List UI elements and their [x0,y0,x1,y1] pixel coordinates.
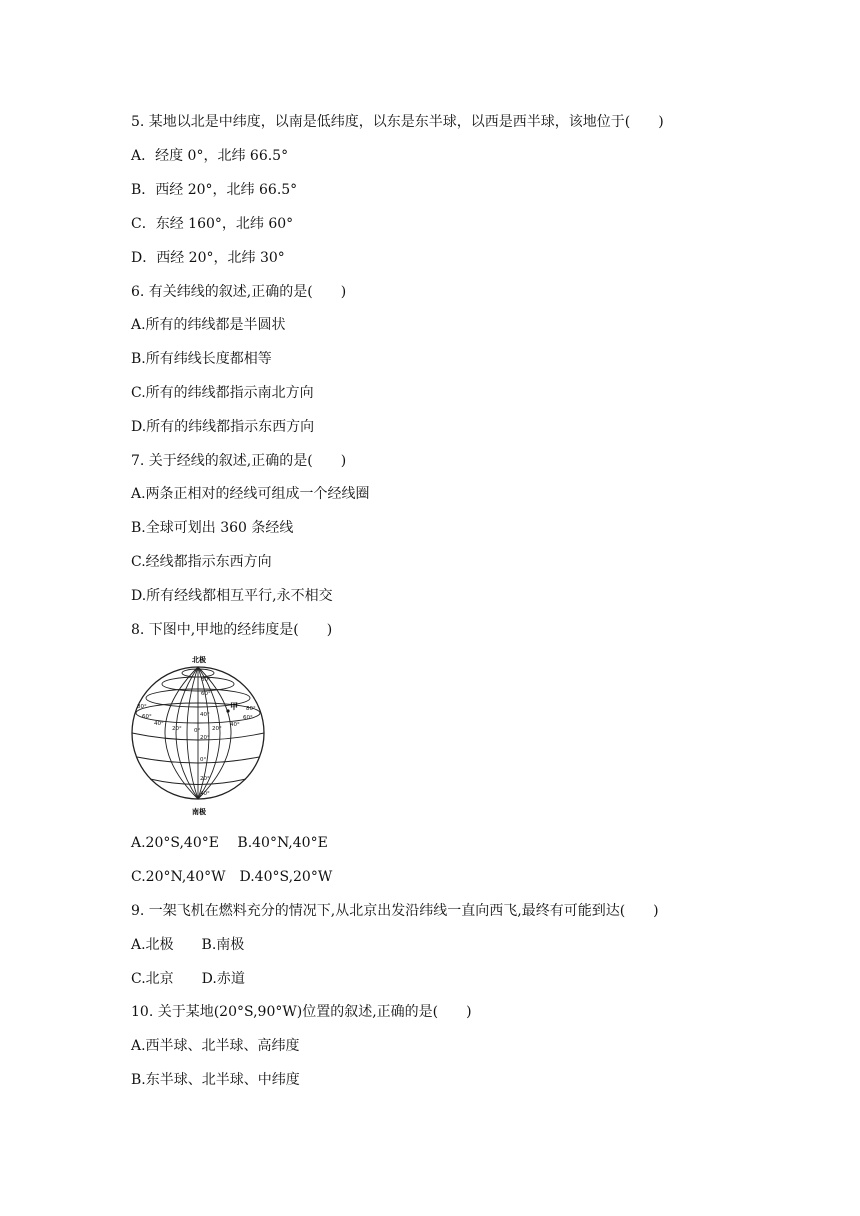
question-6-option-d: D.所有的纬线都指示东西方向 [131,419,315,435]
south-pole-label: 南极 [192,808,206,816]
longitude-label: 40° [154,721,164,727]
question-9-options-row-1: A.北极 B.南极 [131,937,245,953]
question-6-option-b: B.所有纬线长度都相等 [131,351,272,367]
question-5-option-d: D．西经 20°，北纬 30° [131,250,285,266]
longitude-label: 0° [194,728,201,734]
latitude-label: 0° [200,757,207,763]
latitude-label: 40° [200,791,210,797]
latitude-label: 60° [201,691,211,697]
latitude-label: 20° [200,776,210,782]
longitude-label: 20° [172,726,182,732]
question-5-option-c: C．东经 160°，北纬 60° [131,216,294,232]
question-10-option-a: A.西半球、北半球、高纬度 [131,1038,300,1054]
question-8-options-row-1: A.20°S,40°E B.40°N,40°E [131,835,328,851]
question-7-option-d: D.所有经线都相互平行,永不相交 [131,588,333,604]
question-9-stem: 9. 一架飞机在燃料充分的情况下,从北京出发沿纬线一直向西飞,最终有可能到达( ) [131,903,659,919]
question-7-option-a: A.两条正相对的经线可组成一个经线圈 [131,486,370,502]
longitude-label: 20° [212,726,222,732]
latitude-label: 40° [200,712,210,718]
latitude-label: 20° [200,735,210,741]
longitude-label: 80° [137,704,147,710]
question-10-option-b: B.东半球、北半球、中纬度 [131,1072,300,1088]
question-6-stem: 6. 有关纬线的叙述,正确的是( ) [131,284,347,300]
longitude-label: 80° [246,706,256,712]
question-5-stem: 5. 某地以北是中纬度，以南是低纬度，以东是东半球，以西是西半球，该地位于( ) [131,114,664,130]
question-6-option-a: A.所有的纬线都是半圆状 [131,317,286,333]
question-7-option-c: C.经线都指示东西方向 [131,554,272,570]
point-jia-label: 甲 [230,702,238,711]
north-pole-label: 北极 [192,656,206,664]
longitude-label: 40° [230,722,240,728]
globe-figure [128,653,268,818]
question-6-option-c: C.所有的纬线都指示南北方向 [131,385,314,401]
question-5-option-b: B．西经 20°，北纬 66.5° [131,182,298,198]
question-8-options-row-2: C.20°N,40°W D.40°S,20°W [131,869,333,885]
question-8-stem: 8. 下图中,甲地的经纬度是( ) [131,622,333,638]
question-7-option-b: B.全球可划出 360 条经线 [131,520,294,536]
longitude-label: 60° [142,714,152,720]
question-9-options-row-2: C.北京 D.赤道 [131,971,245,987]
question-5-option-a: A．经度 0°，北纬 66.5° [131,148,289,164]
longitude-label: 60° [243,715,253,721]
question-7-stem: 7. 关于经线的叙述,正确的是( ) [131,453,347,469]
latitude-label: 80° [201,677,211,683]
question-10-stem: 10. 关于某地(20°S,90°W)位置的叙述,正确的是( ) [131,1004,472,1020]
